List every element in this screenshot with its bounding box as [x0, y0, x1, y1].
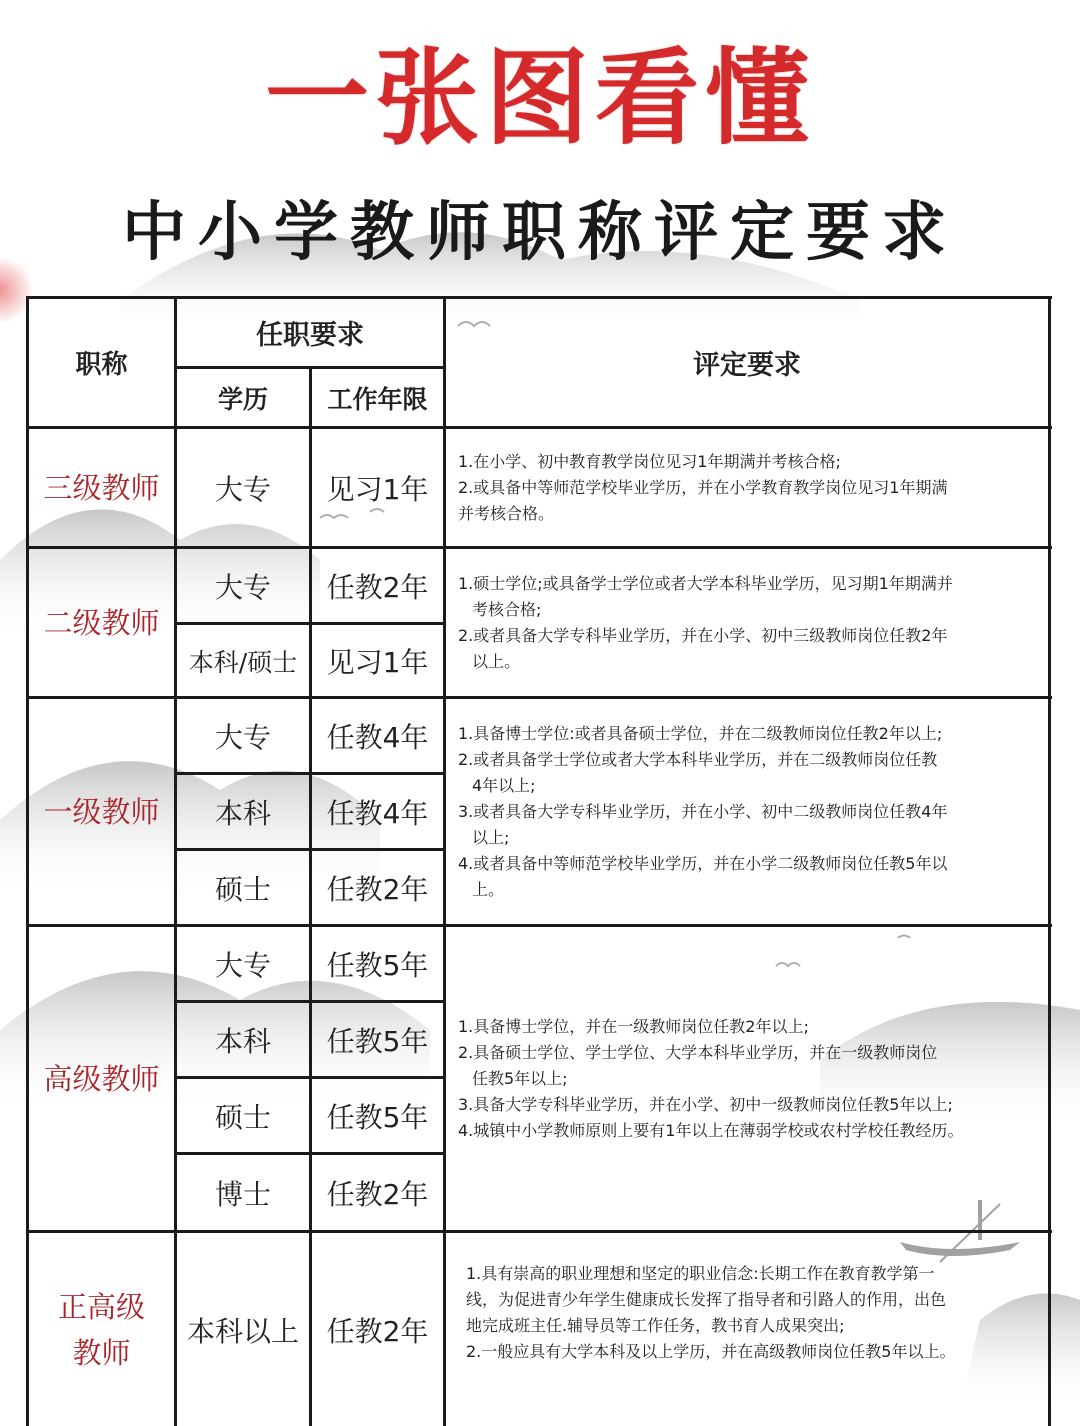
requirement-line: 地完成班主任.辅导员等工作任务，教书育人成果突出; — [466, 1316, 845, 1335]
education-cell: 本科以上 — [186, 1314, 299, 1348]
education-cell: 本科 — [214, 1024, 271, 1058]
rank-full-senior — [29, 1233, 174, 1426]
education-cell: 大专 — [214, 948, 271, 982]
header-education: 学历 — [217, 384, 268, 414]
requirement-line: 以上; — [472, 827, 510, 847]
requirement-line: 4.或者具备中等师范学校毕业学历，并在小学二级教师岗位任教5年以 — [458, 853, 948, 873]
education-cell: 大专 — [214, 472, 271, 506]
years-cell: 任教4年 — [326, 720, 429, 754]
years-cell: 任教5年 — [326, 948, 429, 982]
years-cell: 任教2年 — [326, 1314, 429, 1348]
requirement-line: 4.城镇中小学教师原则上要有1年以上在薄弱学校或农村学校任教经历。 — [458, 1120, 964, 1140]
table-border — [443, 296, 446, 1426]
rank-senior: 高级教师 — [43, 1061, 160, 1096]
requirement-line: 考核合格; — [472, 599, 542, 619]
table-border — [1048, 296, 1051, 1426]
years-cell: 任教2年 — [326, 1177, 429, 1211]
rank-full-senior-line1: 正高级 — [57, 1289, 145, 1324]
requirement-line: 3.具备大学专科毕业学历，并在小学、初中一级教师岗位任教5年以上; — [458, 1094, 953, 1114]
requirement-line: 任教5年以上; — [472, 1068, 568, 1088]
header-title: 职称 — [75, 350, 128, 380]
requirement-line: 并考核合格。 — [458, 503, 555, 523]
years-cell: 见习1年 — [326, 472, 429, 506]
requirements-full-senior — [466, 1233, 1048, 1393]
years-cell: 任教2年 — [326, 570, 429, 604]
requirement-line: 以上。 — [472, 651, 521, 671]
education-cell: 大专 — [214, 570, 271, 604]
education-cell: 本科/硕士 — [188, 647, 298, 677]
education-cell: 硕士 — [214, 1100, 271, 1134]
requirements-senior — [458, 927, 1048, 1230]
years-cell: 任教2年 — [326, 872, 429, 906]
years-cell: 任教5年 — [326, 1024, 429, 1058]
education-cell: 硕士 — [214, 872, 271, 906]
rank-second-grade: 二级教师 — [43, 605, 160, 640]
education-cell: 本科 — [214, 796, 271, 830]
requirements-table — [26, 296, 1052, 1426]
rank-first-grade: 一级教师 — [43, 794, 160, 829]
main-title: 一张图看懂 — [264, 37, 815, 159]
requirement-line: 1.具有崇高的职业理想和坚定的职业信念:长期工作在教育教学第一 — [466, 1264, 935, 1283]
requirement-line: 1.硕士学位;或具备学士学位或者大学本科毕业学历，见习期1年期满并 — [458, 573, 953, 593]
requirement-line: 上。 — [472, 879, 505, 899]
requirement-line: 2.一般应具有大学本科及以上学历，并在高级教师岗位任教5年以上。 — [466, 1342, 956, 1361]
rank-full-senior-line2: 教师 — [72, 1335, 131, 1370]
requirement-line: 2.或具备中等师范学校毕业学历，并在小学教育教学岗位见习1年期满 — [458, 477, 948, 497]
requirement-line: 2.具备硕士学位、学士学位、大学本科毕业学历，并在一级教师岗位 — [458, 1042, 938, 1062]
requirements-first-grade — [458, 699, 1048, 924]
requirement-line: 2.或者具备大学专科毕业学历，并在小学、初中三级教师岗位任教2年 — [458, 625, 948, 645]
years-cell: 见习1年 — [326, 645, 429, 679]
requirement-line: 4年以上; — [472, 775, 536, 795]
requirements-third-grade — [458, 429, 1048, 546]
requirement-line: 3.或者具备大学专科毕业学历，并在小学、初中二级教师岗位任教4年 — [458, 801, 948, 821]
requirement-line: 1.具备博士学位，并在一级教师岗位任教2年以上; — [458, 1016, 809, 1036]
years-cell: 任教4年 — [326, 796, 429, 830]
requirement-line: 线，为促进青少年学生健康成长发挥了指导者和引路人的作用，出色 — [466, 1290, 947, 1309]
subtitle: 中小学教师职称评定要求 — [122, 196, 958, 270]
requirement-line: 1.具备博士学位:或者具备硕士学位，并在二级教师岗位任教2年以上; — [458, 723, 943, 743]
header-evaluation: 评定要求 — [693, 350, 801, 381]
header-employment: 任职要求 — [256, 320, 364, 351]
requirement-line: 2.或者具备学士学位或者大学本科毕业学历，并在二级教师岗位任教 — [458, 749, 938, 769]
education-cell: 博士 — [214, 1177, 271, 1211]
header-years: 工作年限 — [327, 384, 428, 414]
requirement-line: 1.在小学、初中教育教学岗位见习1年期满并考核合格; — [458, 451, 841, 471]
rank-third-grade: 三级教师 — [43, 470, 160, 505]
years-cell: 任教5年 — [326, 1100, 429, 1134]
requirements-second-grade — [458, 549, 1048, 696]
education-cell: 大专 — [214, 720, 271, 754]
